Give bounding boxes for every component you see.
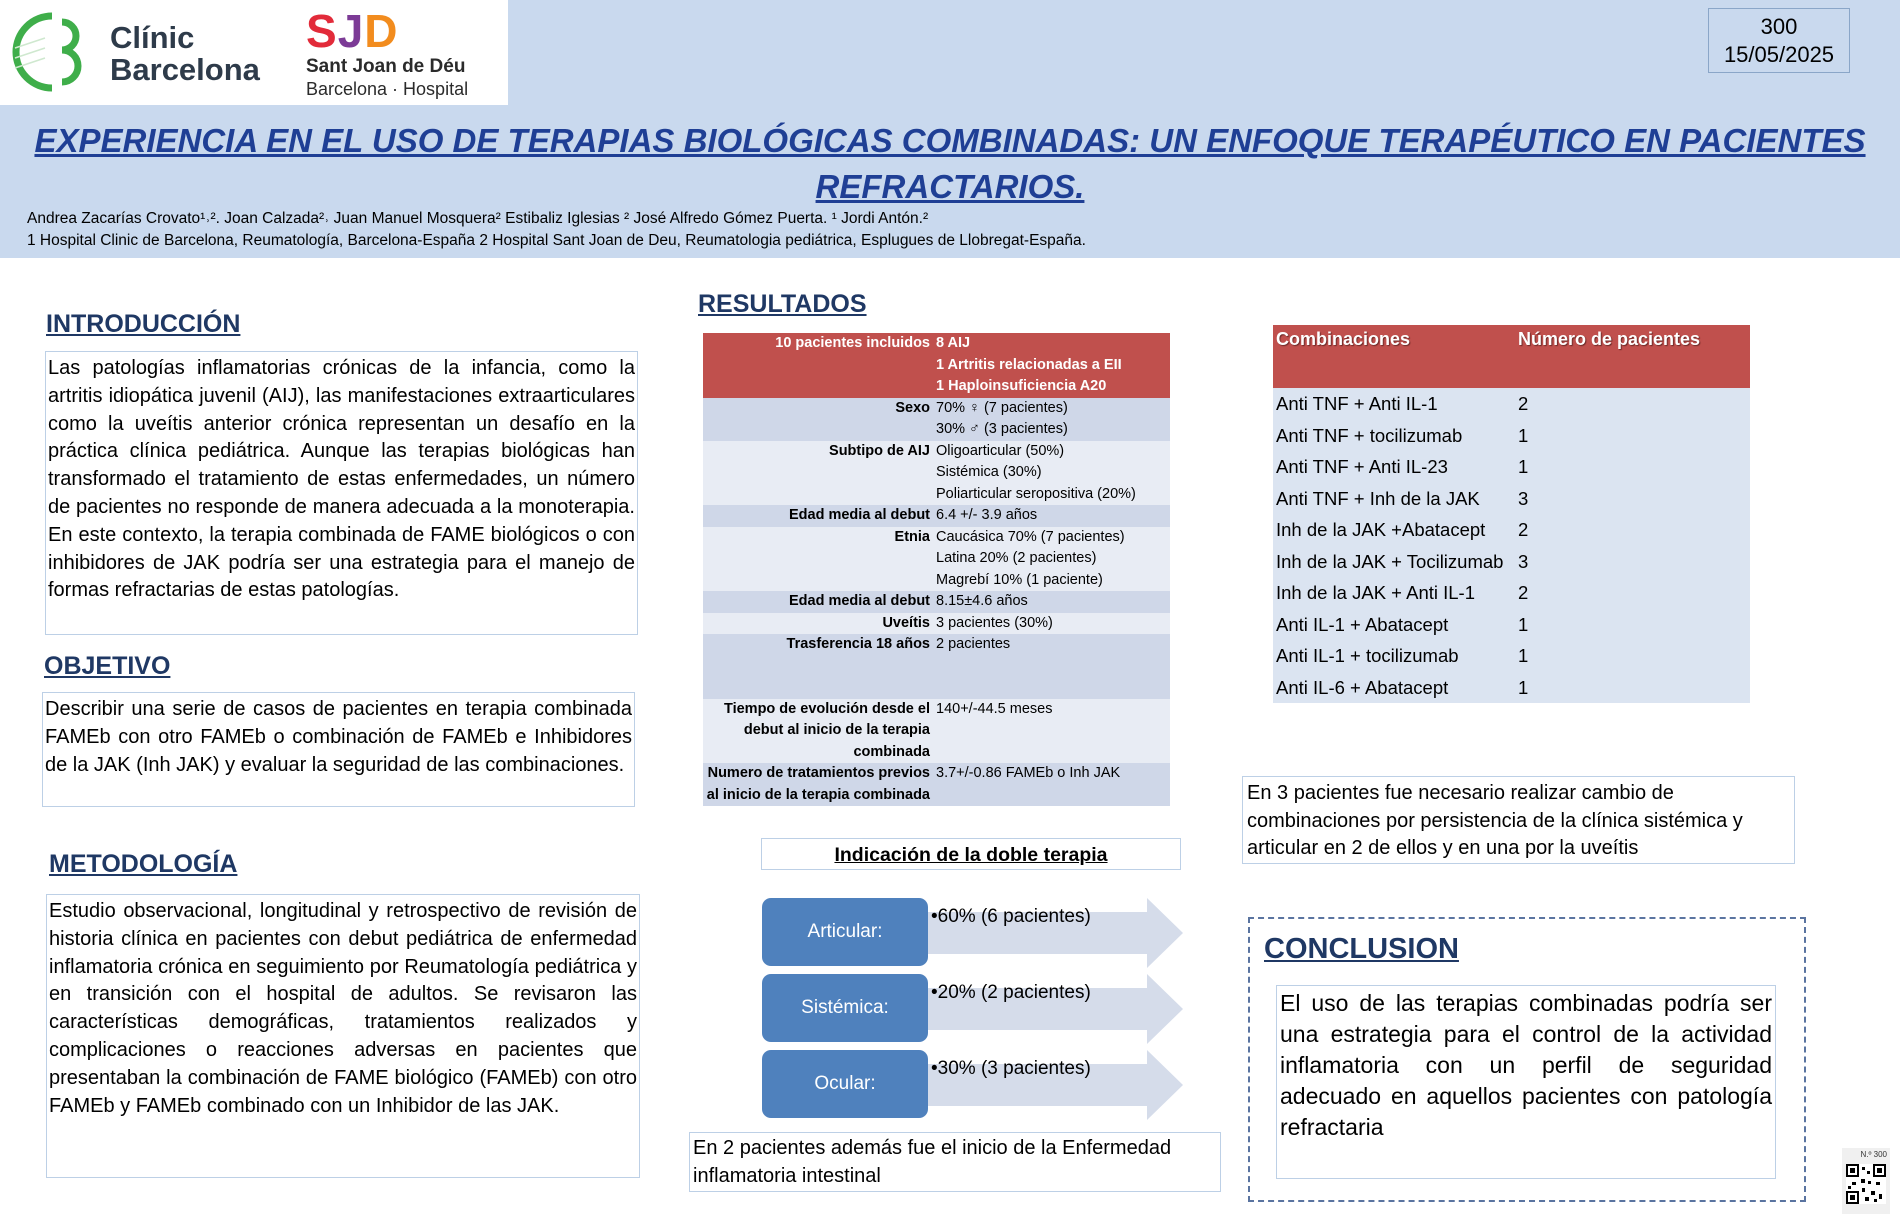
combination-name: Anti TNF + Inh de la JAK [1276, 487, 1480, 509]
results-row-values [936, 613, 1170, 635]
conclusion-text: El uso de las terapias combinadas podría ser una estrategia para el control de la actividad inflamatoria con un perfil de seguridad adecuado en aquellos pacientes con patología refractaria [1276, 985, 1776, 1179]
results-row-value: 3 pacientes (30%) [936, 614, 1053, 631]
sjd-logo [300, 0, 508, 105]
objetivo-text: Describir una serie de casos de pacientes en terapia combinada FAMEb con otro FAMEb o combinación de FAMEb e Inhibidores de la JAK (Inh JAK) y evaluar la seguridad de las combinaciones. [42, 692, 635, 807]
results-row [703, 398, 1170, 441]
combination-name: Inh de la JAK + Anti IL-1 [1276, 582, 1476, 603]
results-row-values [936, 591, 1170, 613]
results-row [703, 591, 1170, 613]
combination-count: 1 [1518, 424, 1529, 446]
indicacion-label: Articular: [762, 898, 928, 966]
combinations-table [1273, 325, 1750, 703]
results-row-label: Numero de tratamientos previos al inicio de la terapia combinada [706, 765, 930, 803]
metodologia-title: METODOLOGÍA [49, 850, 238, 878]
clinic-logo-text: Clínic Barcelona [110, 20, 260, 87]
results-row-values [936, 699, 1170, 764]
combination-name: Anti TNF + tocilizumab [1276, 424, 1463, 446]
combination-row [1273, 640, 1750, 672]
combinations-header [1273, 325, 1750, 388]
combination-count: 2 [1518, 582, 1529, 603]
results-row [703, 333, 1170, 398]
results-row-value: 3.7+/-0.86 FAMEb o Inh JAK [936, 765, 1121, 781]
combination-row [1273, 672, 1750, 704]
results-row-value: Latina 20% (2 pacientes) [936, 550, 1097, 566]
results-row [703, 527, 1170, 592]
authors-line: Andrea Zacarías Crovato¹˒². Joan Calzada²˒ Juan Manuel Mosquera² Estibaliz Iglesias ² José Alfredo Gómez Puerta. ¹ Jordi Antón.² [27, 210, 929, 227]
results-row [703, 505, 1170, 527]
metodologia-text: Estudio observacional, longitudinal y retrospectivo de revisión de historia clínica en pacientes con debut pediátrica de enfermedad inflamatoria crónica en seguimiento por Reumatología pediátrica y en transición con el hospital de adultos. Se revisaron las características demográficas, tratamientos realizados y complicaciones o reacciones adversas en pacientes que presentaban la combinación de FAME biológico (FAMEb) con otro FAMEb y FAMEb combinado con un Inhibidor de las JAK. [46, 894, 640, 1178]
indicacion-note: En 2 pacientes además fue el inicio de la Enfermedad inflamatoria intestinal [689, 1132, 1221, 1192]
results-row [703, 441, 1170, 506]
combination-name: Inh de la JAK +Abatacept [1276, 519, 1486, 540]
results-row [703, 763, 1170, 806]
results-row [703, 613, 1170, 635]
indicacion-arrow [925, 1050, 1183, 1120]
results-row-values [936, 505, 1170, 527]
objetivo-title: OBJETIVO [44, 652, 171, 680]
results-row-value: 70% ♀ (7 pacientes) [936, 399, 1068, 416]
results-row-label: Trasferencia 18 años [786, 636, 930, 652]
indicacion-value: •30% (3 pacientes) [931, 1058, 1091, 1079]
clinic-logo-icon [0, 0, 110, 105]
combination-name: Anti IL-1 + Abatacept [1276, 613, 1449, 635]
results-row-label: Edad media al debut [789, 507, 930, 523]
results-table [703, 333, 1170, 806]
results-row-values [936, 398, 1170, 441]
combination-count: 2 [1518, 519, 1529, 540]
sjd-logo-subtitle: Barcelona · Hospital [306, 79, 469, 99]
results-row-value: 8.15±4.6 años [936, 593, 1028, 609]
combination-row [1273, 420, 1750, 452]
combinations-header-name: Combinaciones [1276, 329, 1411, 349]
combination-name: Anti TNF + Anti IL-23 [1276, 456, 1448, 477]
results-row-values [936, 763, 1170, 806]
results-row [703, 699, 1170, 764]
indicacion-title: Indicación de la doble terapia [761, 838, 1181, 870]
poster-number: 300 [1760, 14, 1798, 39]
results-row [703, 634, 1170, 699]
results-row-value: 140+/-44.5 meses [936, 700, 1053, 717]
intro-text: Las patologías inflamatorias crónicas de la infancia, como la artritis idiopática juvenil (AIJ), las manifestaciones extraarticulares como la uveítis anterior crónica representan un desafío en la práctica clínica pediátrica. Aunque las terapias biológicas han transformado el tratamiento de estas enfermedades, un número de pacientes no responde de manera adecuada a la monoterapia. En este contexto, la terapia combinada de FAME biológicos o con inhibidores de JAK podría ser una estrategia para el manejo de formas refractarias de estas patologías. [45, 351, 638, 635]
results-row-label: Etnia [894, 528, 930, 545]
results-row-value: 1 Haploinsuficiencia A20 [936, 378, 1107, 394]
combination-row [1273, 514, 1750, 546]
resultados-title: RESULTADOS [698, 290, 867, 318]
results-row-values [936, 634, 1170, 699]
combination-name: Anti IL-6 + Abatacept [1276, 676, 1449, 698]
indicacion-label: Sistémica: [762, 974, 928, 1042]
indicacion-arrow [925, 898, 1183, 968]
combinations-note: En 3 pacientes fue necesario realizar cambio de combinaciones por persistencia de la clínica sistémica y articular en 2 de ellos y en una por la uveítis [1242, 776, 1795, 864]
poster-date: 15/05/2025 [1723, 42, 1835, 67]
indicacion-value: •20% (2 pacientes) [931, 982, 1091, 1003]
results-row-value: 2 pacientes [936, 636, 1011, 652]
combinations-body [1273, 388, 1750, 703]
combination-row [1273, 451, 1750, 483]
combination-count: 1 [1518, 456, 1529, 477]
combination-row [1273, 577, 1750, 609]
combination-row [1273, 609, 1750, 641]
combination-count: 3 [1518, 550, 1529, 572]
conclusion-panel [1248, 917, 1806, 1202]
combination-name: Inh de la JAK + Tocilizumab [1276, 550, 1504, 572]
results-row-label: Subtipo de AIJ [829, 442, 930, 459]
results-row-label: Uveítis [882, 614, 930, 631]
results-row-label: Tiempo de evolución desde el debut al inicio de la terapia combinada [723, 700, 930, 760]
results-row-label: 10 pacientes incluidos [775, 335, 930, 351]
results-row-values [936, 527, 1170, 592]
qr-code [1842, 1148, 1890, 1214]
indicacion-label: Ocular: [762, 1050, 928, 1118]
poster-title: EXPERIENCIA EN EL USO DE TERAPIAS BIOLÓGICAS COMBINADAS: UN ENFOQUE TERAPÉUTICO EN PACIENTES REFRACTARIOS. [34, 122, 1866, 205]
combination-name: Anti TNF + Anti IL-1 [1276, 393, 1438, 414]
results-row-value: Poliarticular seropositiva (20%) [936, 485, 1136, 502]
poster-id-box [1708, 8, 1850, 73]
clinic-barcelona-logo [0, 0, 300, 105]
sjd-logo-name: Sant Joan de Déu [306, 56, 466, 77]
results-row-value: 30% ♂ (3 pacientes) [936, 421, 1068, 437]
combination-count: 1 [1518, 613, 1529, 635]
results-row-value: 8 AIJ [936, 335, 971, 351]
combination-count: 1 [1518, 676, 1529, 698]
qr-label: N.º 300 [1860, 1150, 1887, 1159]
results-row-label: Sexo [895, 399, 930, 416]
results-row-value: Oligoarticular (50%) [936, 442, 1065, 459]
combination-row [1273, 546, 1750, 578]
combination-row [1273, 483, 1750, 515]
results-row-label: Edad media al debut [789, 593, 930, 609]
results-row-values [936, 441, 1170, 506]
sjd-logo-letters: SJD [306, 5, 399, 57]
qr-code-icon [1846, 1164, 1886, 1204]
results-row-value: 1 Artritis relacionadas a EII [936, 356, 1122, 373]
combination-count: 1 [1518, 645, 1529, 666]
combination-count: 3 [1518, 487, 1529, 509]
results-row-values [936, 333, 1170, 398]
indicacion-value: •60% (6 pacientes) [931, 906, 1091, 927]
results-row-value: 6.4 +/- 3.9 años [936, 507, 1038, 523]
affiliation-line: 1 Hospital Clinic de Barcelona, Reumatología, Barcelona-España 2 Hospital Sant Joan de Deu, Reumatologia pediátrica, Esplugues de Llobregat-España. [27, 232, 1086, 249]
indicacion-arrow [925, 974, 1183, 1044]
intro-title: INTRODUCCIÓN [46, 310, 241, 338]
combination-count: 2 [1518, 393, 1529, 414]
combination-name: Anti IL-1 + tocilizumab [1276, 645, 1459, 666]
results-row-value: Caucásica 70% (7 pacientes) [936, 528, 1125, 545]
combination-row [1273, 388, 1750, 420]
results-row-value: Magrebí 10% (1 paciente) [936, 571, 1103, 588]
conclusion-title: CONCLUSION [1264, 933, 1459, 965]
combinations-header-count: Número de pacientes [1518, 329, 1701, 349]
results-row-value: Sistémica (30%) [936, 464, 1042, 480]
